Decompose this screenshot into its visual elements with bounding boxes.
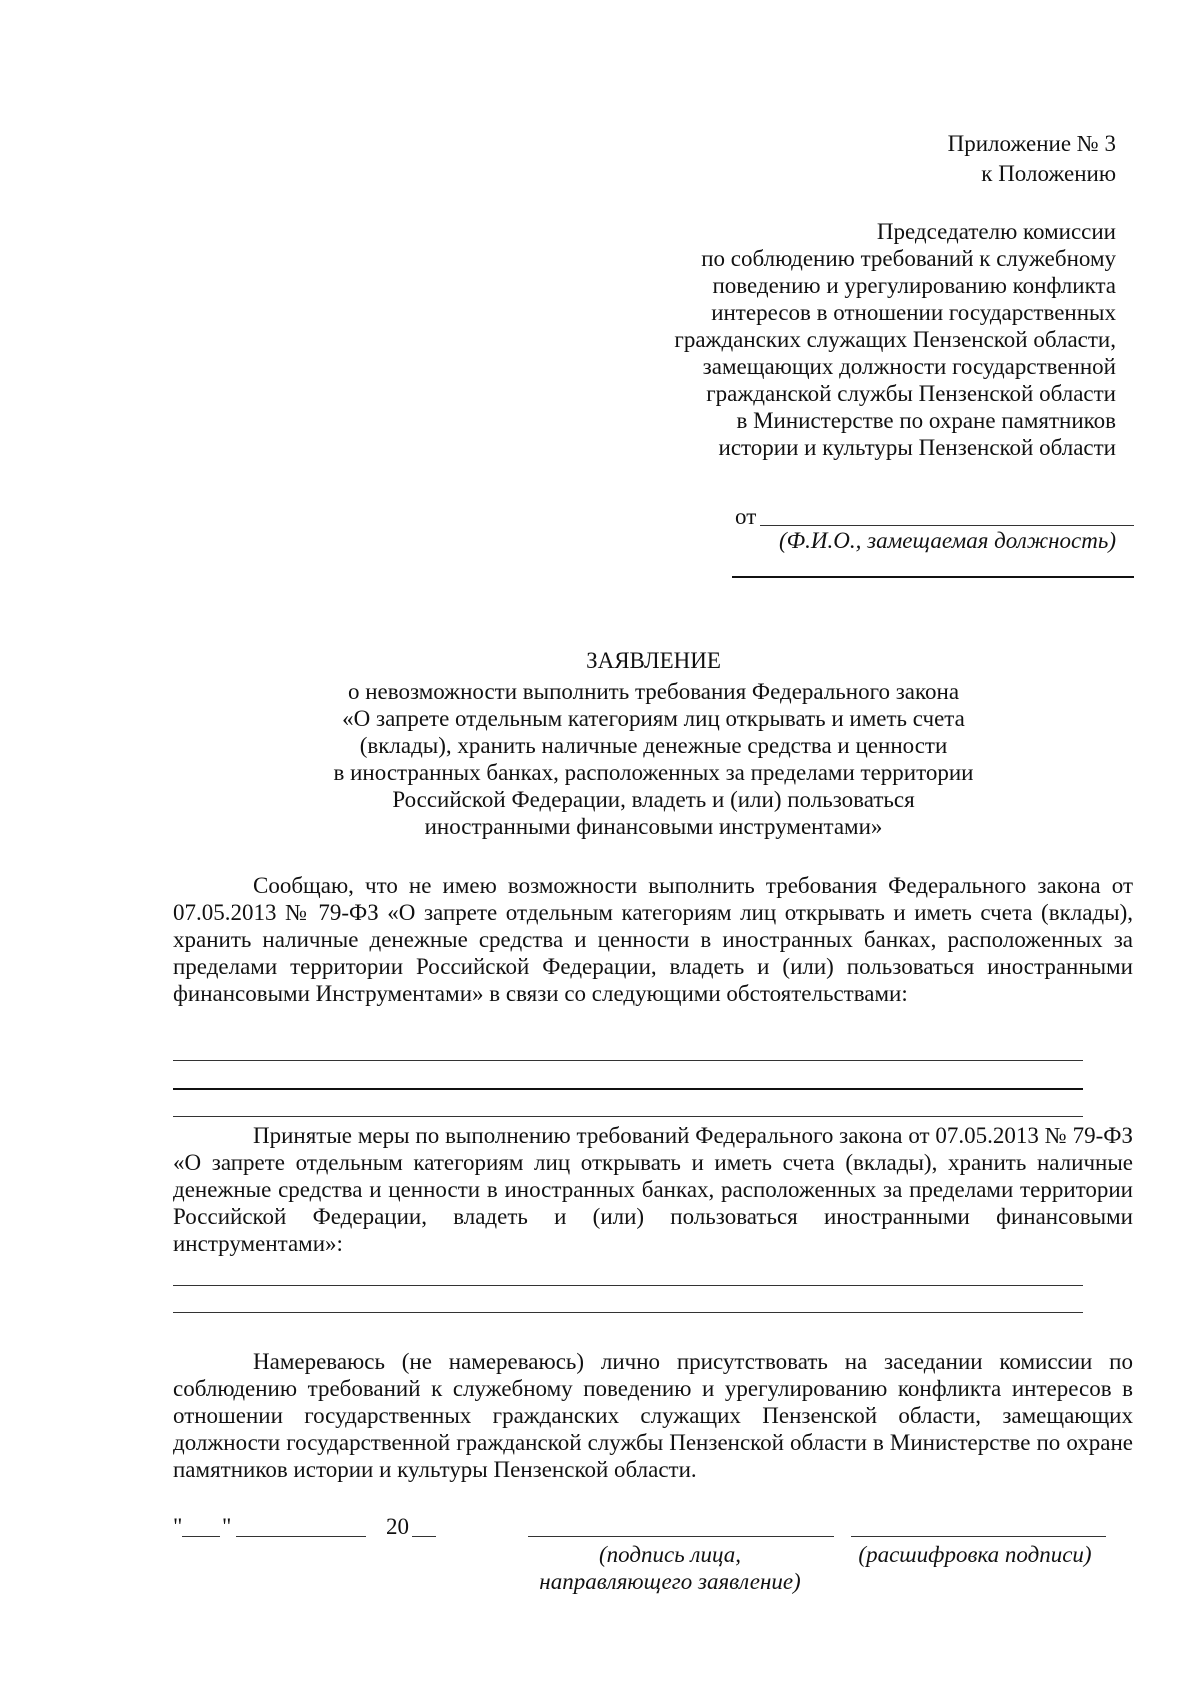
appendix-number: Приложение № 3 (947, 131, 1116, 156)
reasons-blank-line-2[interactable] (173, 1088, 1083, 1090)
subtitle-line: Российской Федерации, владеть и (или) пользоваться (392, 787, 915, 812)
date-quote-close: " (222, 1514, 232, 1539)
statement-title: ЗАЯВЛЕНИЕ (586, 648, 721, 673)
addressee-line: в Министерстве по охране памятников (736, 408, 1116, 433)
from-second-blank-line[interactable] (732, 576, 1134, 578)
date-year-prefix: 20 (386, 1514, 409, 1539)
addressee-line: истории и культуры Пензенской области (718, 435, 1116, 460)
addressee-line: по соблюдению требований к служебному (701, 246, 1116, 271)
addressee-line: интересов в отношении государственных (711, 300, 1116, 325)
paragraph-text: Намереваюсь (не намереваюсь) лично присутствовать на заседании комиссии по соблюдению требований к служебному поведению и урегулированию конфликта интересов в отношении государственных гражданских служащих Пензенской области, замещающих должности государственной гражданской службы Пензенской области в Министерстве по охране памятников истории и культуры Пензенской области. (173, 1349, 1133, 1482)
reasons-blank-line-1[interactable] (173, 1060, 1083, 1061)
date-quote-open: " (173, 1514, 183, 1539)
body-paragraph-reasons (173, 872, 1133, 1007)
subtitle-line: иностранными финансовыми инструментами» (424, 814, 883, 839)
addressee-block (556, 218, 1116, 461)
from-label: от (735, 504, 757, 529)
statement-subtitle (0, 678, 1200, 840)
date-month-blank[interactable] (236, 1536, 366, 1537)
from-blank-line[interactable] (760, 525, 1134, 526)
appendix-reference: к Положению (981, 161, 1116, 186)
signature-decoding-caption: (расшифровка подписи) (858, 1542, 1092, 1567)
reasons-blank-line-3[interactable] (173, 1116, 1083, 1117)
subtitle-line: о невозможности выполнить требования Федерального закона (347, 679, 960, 704)
signature-caption (510, 1541, 830, 1595)
signature-decoding-blank-line[interactable] (851, 1536, 1106, 1537)
signature-blank-line[interactable] (528, 1536, 834, 1537)
addressee-line: гражданской службы Пензенской области (706, 381, 1116, 406)
subtitle-line: «О запрете отдельным категориям лиц открывать и иметь счета (342, 706, 965, 731)
addressee-line: Председателю комиссии (876, 219, 1116, 244)
date-year-blank[interactable] (412, 1536, 436, 1537)
signature-caption-line: направляющего заявление) (539, 1569, 801, 1594)
from-caption: (Ф.И.О., замещаемая должность) (778, 528, 1116, 553)
date-day-blank[interactable] (182, 1536, 220, 1537)
measures-blank-line-2[interactable] (173, 1312, 1083, 1313)
addressee-line: гражданских служащих Пензенской области, (674, 327, 1116, 352)
paragraph-text: Принятые меры по выполнению требований Федерального закона от 07.05.2013 № 79-ФЗ «О запрете отдельным категориям лиц открывать и иметь счета (вклады), хранить наличные денежные средства и ценности в иностранных банках, расположенных за пределами территории Российской Федерации, владеть и (или) пользоваться иностранными финансовыми инструментами»: (173, 1123, 1133, 1256)
addressee-line: замещающих должности государственной (702, 354, 1116, 379)
subtitle-line: (вклады), хранить наличные денежные средства и ценности (359, 733, 948, 758)
signature-caption-line: (подпись лица, (599, 1542, 741, 1567)
body-paragraph-attendance (173, 1348, 1133, 1483)
measures-blank-line-1[interactable] (173, 1285, 1083, 1286)
body-paragraph-measures (173, 1122, 1133, 1257)
subtitle-line: в иностранных банках, расположенных за пределами территории (333, 760, 974, 785)
paragraph-text: Сообщаю, что не имею возможности выполнить требования Федерального закона от 07.05.2013 № 79-ФЗ «О запрете отдельным категориям лиц открывать и иметь счета (вклады), хранить наличные денежные средства и ценности в иностранных банках, расположенных за пределами территории Российской Федерации, владеть и (или) пользоваться иностранными финансовыми Инструментами» в связи со следующими обстоятельствами: (173, 873, 1133, 1006)
addressee-line: поведению и урегулированию конфликта (712, 273, 1116, 298)
